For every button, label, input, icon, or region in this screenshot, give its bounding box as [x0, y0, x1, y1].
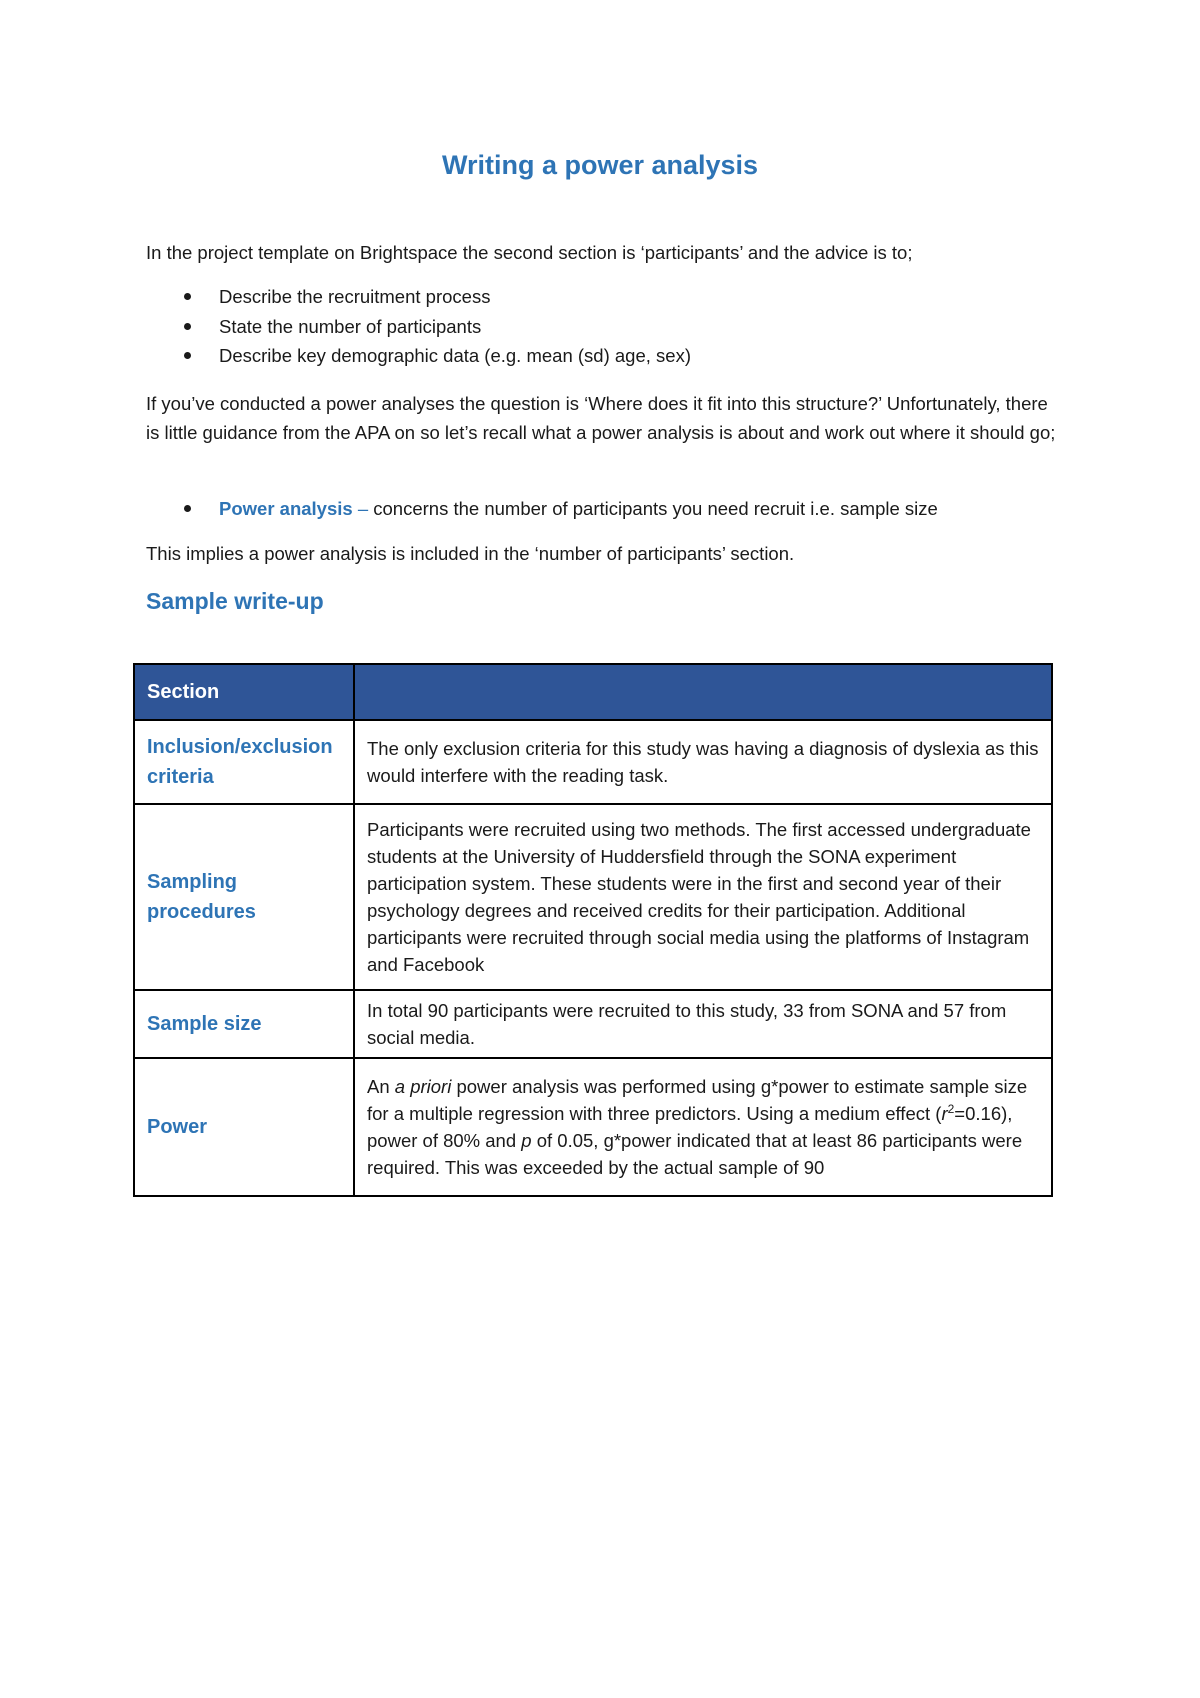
table-row [134, 720, 1052, 804]
power-italic-apriori: a priori [394, 1076, 452, 1097]
row-text: Participants were recruited using two methods. The first accessed undergraduate students at the University of Huddersfield through the SONA experiment participation system. These students were in the first and second year of their psychology degrees and received credits for their participation. Additional participants were recruited through social media using the platforms of Instagram and Facebook [354, 804, 1052, 990]
list-item [146, 282, 1046, 312]
definition-list [146, 494, 1046, 524]
power-text-1: An [367, 1076, 395, 1097]
definition-term: Power analysis [219, 498, 353, 519]
row-text: In total 90 participants were recruited to this study, 33 from SONA and 57 from social media. [354, 990, 1052, 1058]
row-label: Sampling procedures [134, 804, 354, 990]
power-text-3: =0.16), power of 80% and [367, 1103, 1013, 1151]
structure-paragraph: If you’ve conducted a power analyses the question is ‘Where does it fit into this structure?’ Unfortunately, there is little guidance from the APA on so let’s recall what a power analysis is about and work out where it should go; [146, 393, 1056, 443]
advice-list [146, 282, 1046, 371]
table-row [134, 804, 1052, 990]
table-header-row [134, 664, 1052, 720]
writeup-table [133, 663, 1053, 1197]
list-item-text: Describe key demographic data (e.g. mean (sd) age, sex) [219, 345, 691, 366]
header-blank [354, 664, 1052, 720]
definition-text: concerns the number of participants you need recruit i.e. sample size [368, 498, 938, 519]
power-superscript: 2 [947, 1101, 955, 1116]
list-item [146, 494, 1046, 524]
row-text [354, 1058, 1052, 1196]
list-item [146, 312, 1046, 342]
power-italic-p: p [521, 1130, 532, 1151]
list-item-text: State the number of participants [219, 315, 482, 337]
row-label: Power [134, 1058, 354, 1196]
page-title: Writing a power analysis [441, 150, 759, 180]
table-row [134, 990, 1052, 1058]
power-text-4: of 0.05, g*power indicated that at least 86 participants were required. This was exceeded by the actual sample of 90 [367, 1130, 1023, 1178]
power-italic-r: r [941, 1103, 948, 1124]
intro-paragraph: In the project template on Brightspace the second section is ‘participants’ and the advice is to; [146, 242, 913, 263]
section-heading: Sample write-up [146, 588, 324, 614]
row-label: Sample size [134, 990, 354, 1058]
bullet-icon [184, 323, 191, 330]
row-text: The only exclusion criteria for this study was having a diagnosis of dyslexia as this would interfere with the reading task. [354, 720, 1052, 804]
list-item-text: Describe the recruitment process [219, 286, 491, 307]
implication-paragraph: This implies a power analysis is included in the ‘number of participants’ section. [146, 543, 795, 564]
header-section: Section [134, 664, 354, 720]
row-label: Inclusion/exclusion criteria [134, 720, 354, 804]
bullet-icon [184, 352, 191, 359]
power-text-2: power analysis was performed using g*power to estimate sample size for a multiple regression with three predictors. Using a medium effect ( [367, 1076, 1028, 1124]
bullet-icon [184, 293, 191, 300]
bullet-icon [184, 505, 191, 512]
table-row [134, 1058, 1052, 1196]
definition-dash: – [357, 498, 369, 519]
list-item [146, 341, 1046, 371]
